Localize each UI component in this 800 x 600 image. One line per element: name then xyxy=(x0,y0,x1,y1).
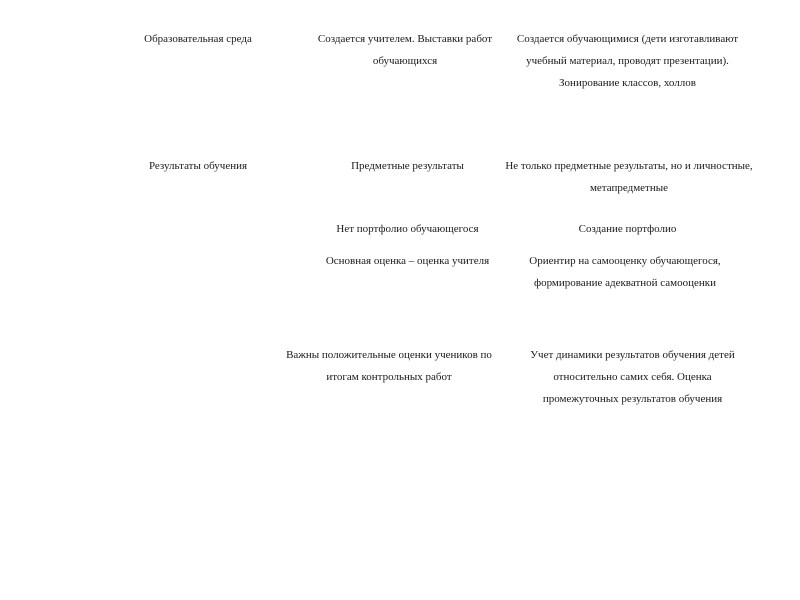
row-4-modern: Ориентир на самооценку обучающегося, формирование адекватной самооценки xyxy=(529,255,721,289)
row-2-modern: Не только предметные результаты, но и личностные, метапредметные xyxy=(505,160,753,194)
row-5-traditional: Важны положительные оценки учеников по итогам контрольных работ xyxy=(286,349,492,383)
row-4-traditional: Основная оценка – оценка учителя xyxy=(325,255,490,267)
row-3-modern: Создание портфолио xyxy=(578,223,677,235)
row-1-traditional: Создается учителем. Выставки работ обучающихся xyxy=(317,33,493,67)
row-3-traditional: Нет портфолио обучающегося xyxy=(336,223,479,235)
row-5-modern: Учет динамики результатов обучения детей относительно самих себя. Оценка промежуточных результатов обучения xyxy=(530,349,735,405)
row-1-modern: Создается обучающимися (дети изготавливают учебный материал, проводят презентации). Зонирование классов, холлов xyxy=(516,33,739,89)
row-2-traditional: Предметные результаты xyxy=(351,160,464,172)
row-2-category: Результаты обучения xyxy=(148,160,248,172)
row-1-category: Образовательная среда xyxy=(144,33,252,45)
